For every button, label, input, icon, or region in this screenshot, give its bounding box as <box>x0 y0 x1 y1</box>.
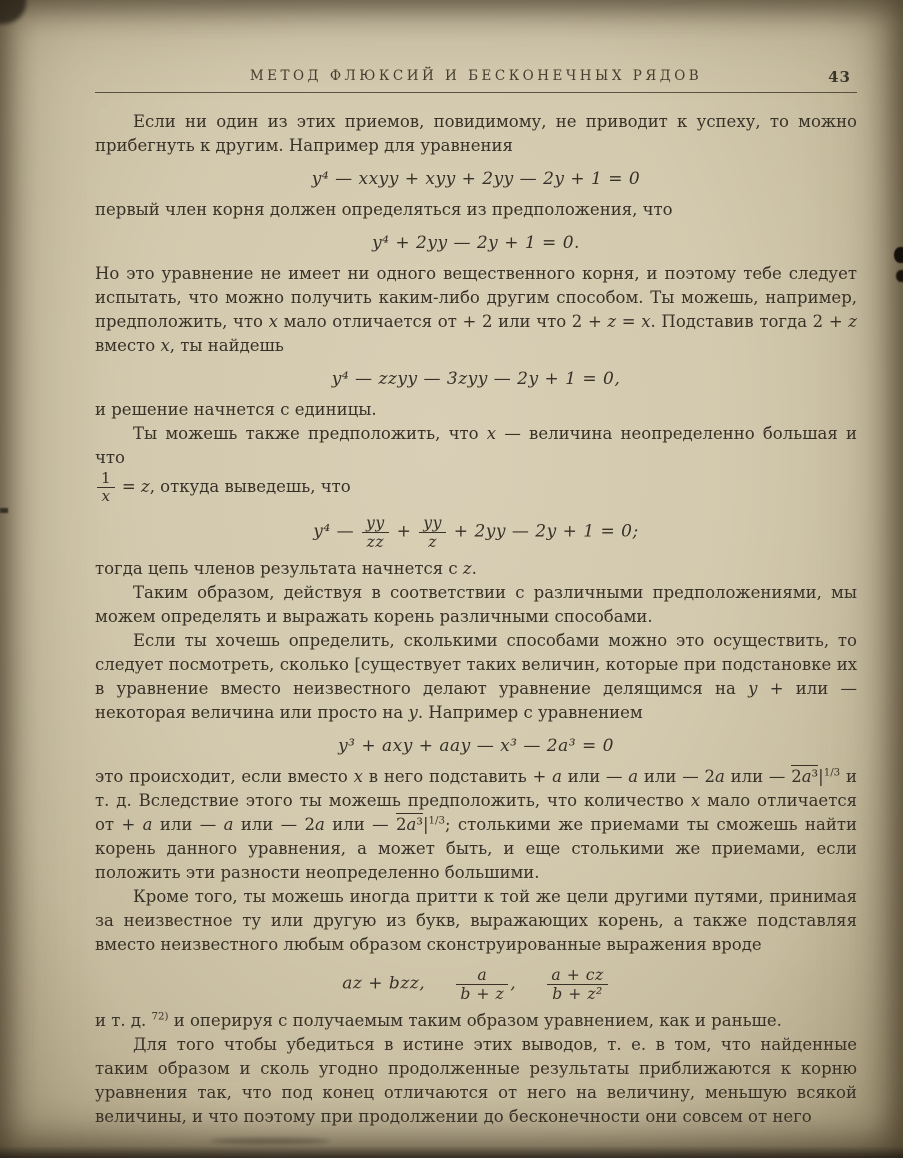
paragraph: Если ты хочешь определить, сколькими способами можно это осуществить, то следует посмотреть, сколько [существует таких величин, которые при подстановке их в уравнение вместо неизвестного делают уравнение делящимся на y + или — некоторая величина или просто на y. Например с уравнением <box>95 631 857 723</box>
math-variable: z <box>462 559 472 579</box>
vinculum: 2a³ <box>791 767 819 787</box>
math-variable: a <box>142 815 153 835</box>
math-variable: x <box>160 336 170 355</box>
equation: y⁴ — xxyy + xyy + 2yy — 2y + 1 = 0 <box>311 169 641 189</box>
math-variable: x <box>486 424 497 443</box>
superscript: 1/3 <box>823 767 841 779</box>
paragraph: и т. д. $^{72)}$ и оперируя с получаемым таким образом уравнением, как и раньше. <box>95 1011 782 1031</box>
paragraph: Таким образом, действуя в соответствии с различными предположениями, мы можем определять и выражать корень различными способами. <box>95 583 857 627</box>
math-variable: z <box>140 477 150 496</box>
equation: az + bzz, $\frac{a}{b + z}$ , $\frac{a + cz}{\text{b + z²}}$ <box>95 966 857 1002</box>
header-rule <box>95 92 857 93</box>
superscript: 1/3 <box>428 815 445 827</box>
paragraph: и решение начнется с единицы. <box>95 400 377 419</box>
math-variable: a <box>628 767 639 787</box>
paragraph: $\frac{1}{x}$ = z, откуда выведешь, что <box>95 470 857 505</box>
superscript: 72) <box>151 1011 169 1023</box>
paragraph: первый член корня должен определяться из предположения, что <box>95 200 673 219</box>
paragraph: Но это уравнение не имеет ни одного вещественного корня, и поэтому тебе следует испытать, что можно получить каким-либо другим способом. Ты можешь, например, предположить, что x мало отличается от + 2 или что 2 + z = x. Подставив тогда 2 + z вместо x, ты найдешь <box>95 264 857 355</box>
equation: y³ + axy + aay — x³ — 2a³ = 0 <box>338 736 614 757</box>
paragraph: Если ни один из этих приемов, повидимому, не приводит к успеху, то можно прибегнуть к другим. Например для уравнения <box>95 112 857 155</box>
math-variable: a <box>715 767 725 787</box>
math-variable: x <box>268 312 278 331</box>
math-variable: a <box>406 815 417 835</box>
vinculum: 2a³ <box>396 815 423 835</box>
paragraph: Ты можешь также предположить, что x — величина неопределенно большая и что <box>95 424 857 467</box>
math-variable: z <box>607 312 617 331</box>
equation: y⁴ — $\frac{yy}{zz}$ + $\frac{yy}{z}$ + 2yy — 2y + 1 = 0; <box>313 513 639 551</box>
scan-ink-mark <box>896 270 903 282</box>
math-variable: z <box>848 312 857 331</box>
math-variable: a <box>223 815 234 835</box>
fraction: $\frac{yy}{z}$ <box>419 514 446 550</box>
running-title: МЕТОД ФЛЮКСИЙ И БЕСКОНЕЧНЫХ РЯДОВ <box>249 68 703 84</box>
fraction: $\frac{yy}{zz}$ <box>362 514 389 550</box>
math-variable: a <box>801 767 812 787</box>
fraction: $\frac{a}{b + z}$ <box>456 966 508 1002</box>
math-variable: a <box>315 815 325 835</box>
math-variable: y <box>408 703 418 723</box>
equation: y⁴ — zzyy — 3zyy — 2y + 1 = 0, <box>331 369 621 389</box>
scan-edge-mark <box>0 508 8 513</box>
scan-corner-smudge <box>0 0 26 24</box>
paragraph: Для того чтобы убедиться в истине этих выводов, т. е. в том, что найденные таким образом и сколь угодно продолженные результаты приближаются к корню уравнения так, что под конец отличаются от него на величину, меньшую всякой величины, и что поэтому при продолжении до бесконечности они совсем от него <box>95 1035 857 1127</box>
fraction: $\frac{1}{x}$ <box>97 470 115 505</box>
scan-ink-mark <box>894 247 903 263</box>
page-header <box>95 68 857 90</box>
scan-bottom-smudge <box>210 1138 330 1144</box>
math-variable: a <box>552 767 562 787</box>
paragraph: тогда цепь членов результата начнется с z. <box>95 559 477 579</box>
equation: y⁴ + 2yy — 2y + 1 = 0. <box>372 233 580 253</box>
math-variable: x <box>101 487 111 505</box>
page-number: 43 <box>828 68 851 86</box>
math-variable: x <box>353 767 363 787</box>
math-variable: x <box>690 791 701 811</box>
paragraph: это происходит, если вместо x в него подставить + a или — a или — 2a или — $2a^3|^{1/3}$ и т. д. Вследствие этого ты можешь предположить, что количество x мало отличается от + a или — a или — 2a или — $2a^3|^{1/3}$; столькими же приемами ты сможешь найти корень данного уравнения, а может быть, и еще столькими же приемами, если положить эти разности неопределенно большими. <box>95 767 857 883</box>
fraction: $\frac{a + cz}{\text{b + z²}}$ <box>547 966 607 1002</box>
math-variable: x <box>641 312 651 331</box>
page-content <box>95 110 857 1129</box>
scan-bottom-shadow <box>0 1146 903 1158</box>
paragraph: Кроме того, ты можешь иногда притти к той же цели другими путями, принимая за неизвестное ту или другую из букв, выражающих корень, а также подставляя вместо неизвестного любым образом сконструированные выражения вроде <box>95 887 857 955</box>
math-variable: y <box>748 679 758 699</box>
